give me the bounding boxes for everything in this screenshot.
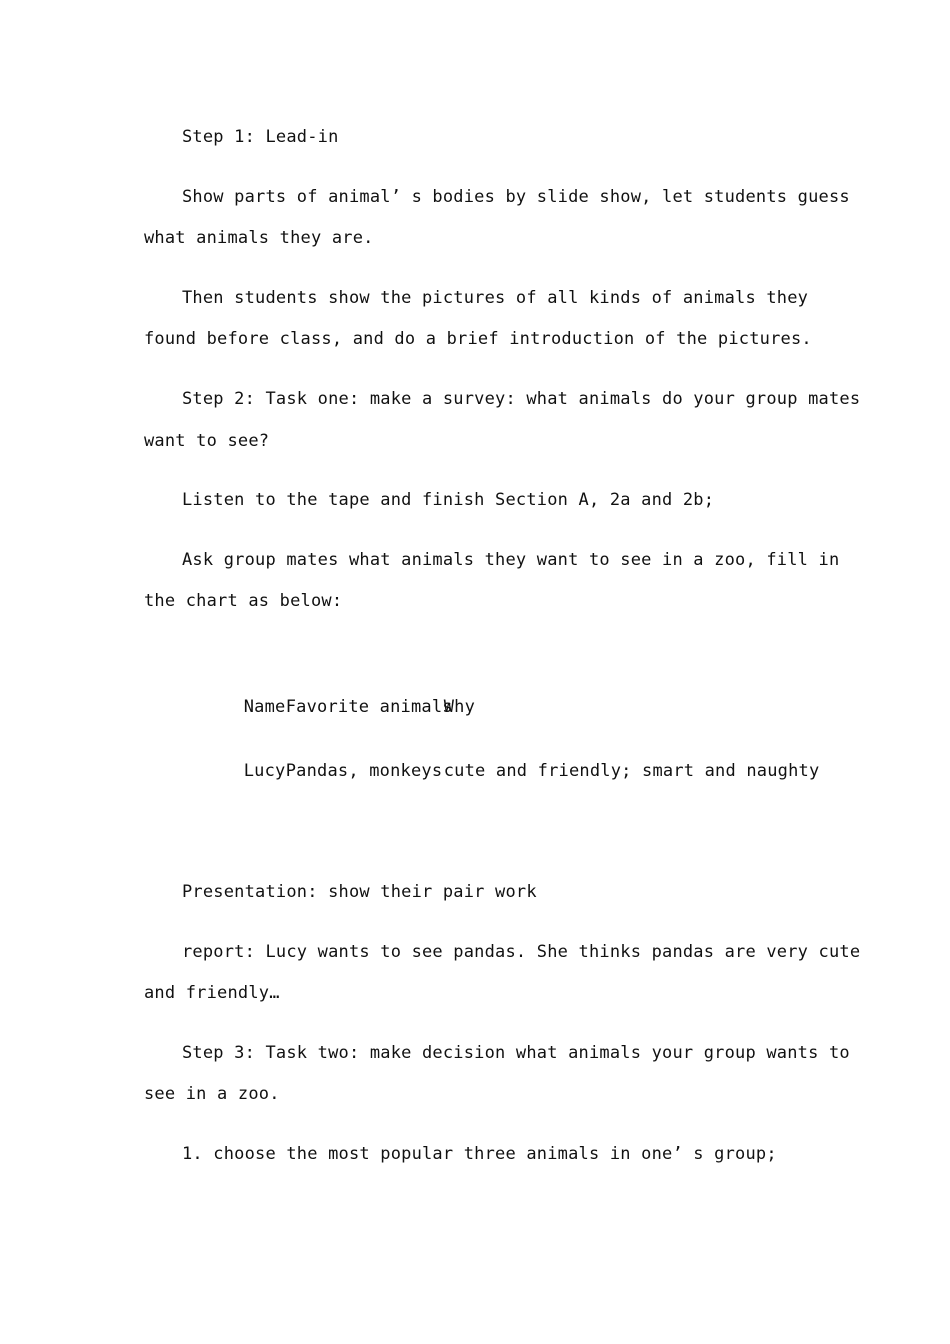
chart-header-favorite: Favorite animals	[285, 697, 453, 717]
choose-line: 1. choose the most popular three animals in one’ s group;	[182, 1144, 777, 1164]
report-line-1: report: Lucy wants to see pandas. She thinks pandas are very cute	[182, 942, 861, 962]
ask-line-1: Ask group mates what animals they want to see in a zoo, fill in	[182, 550, 840, 570]
then-students-line-1: Then students show the pictures of all kinds of animals they	[182, 288, 809, 308]
step2-heading-line-1: Step 2: Task one: make a survey: what animals do your group mates	[182, 389, 861, 409]
report-line-2: and friendly…	[144, 983, 280, 1003]
then-students-line-2: found before class, and do a brief introduction of the pictures.	[144, 329, 812, 349]
ask-line-2: the chart as below:	[144, 591, 343, 611]
chart-cell-name: Lucy	[243, 761, 286, 781]
chart-cell-why: cute and friendly; smart and naughty	[443, 761, 820, 781]
step1-heading: Step 1: Lead-in	[182, 127, 339, 147]
chart-header-why: Why	[443, 697, 476, 717]
show-parts-line-2: what animals they are.	[144, 228, 374, 248]
presentation-line: Presentation: show their pair work	[182, 882, 537, 902]
step3-heading-line-2: see in a zoo.	[144, 1084, 280, 1104]
chart-row	[202, 738, 819, 804]
step3-heading-line-1: Step 3: Task two: make decision what animals your group wants to	[182, 1043, 850, 1063]
show-parts-line-1: Show parts of animal’ s bodies by slide show, let students guess	[182, 187, 850, 207]
listen-line: Listen to the tape and finish Section A, 2a and 2b;	[182, 490, 715, 510]
step2-heading-line-2: want to see?	[144, 431, 270, 451]
chart-header-row	[202, 674, 475, 740]
chart-cell-favorite: Pandas, monkeys	[285, 761, 443, 781]
chart-header-name: Name	[243, 697, 286, 717]
